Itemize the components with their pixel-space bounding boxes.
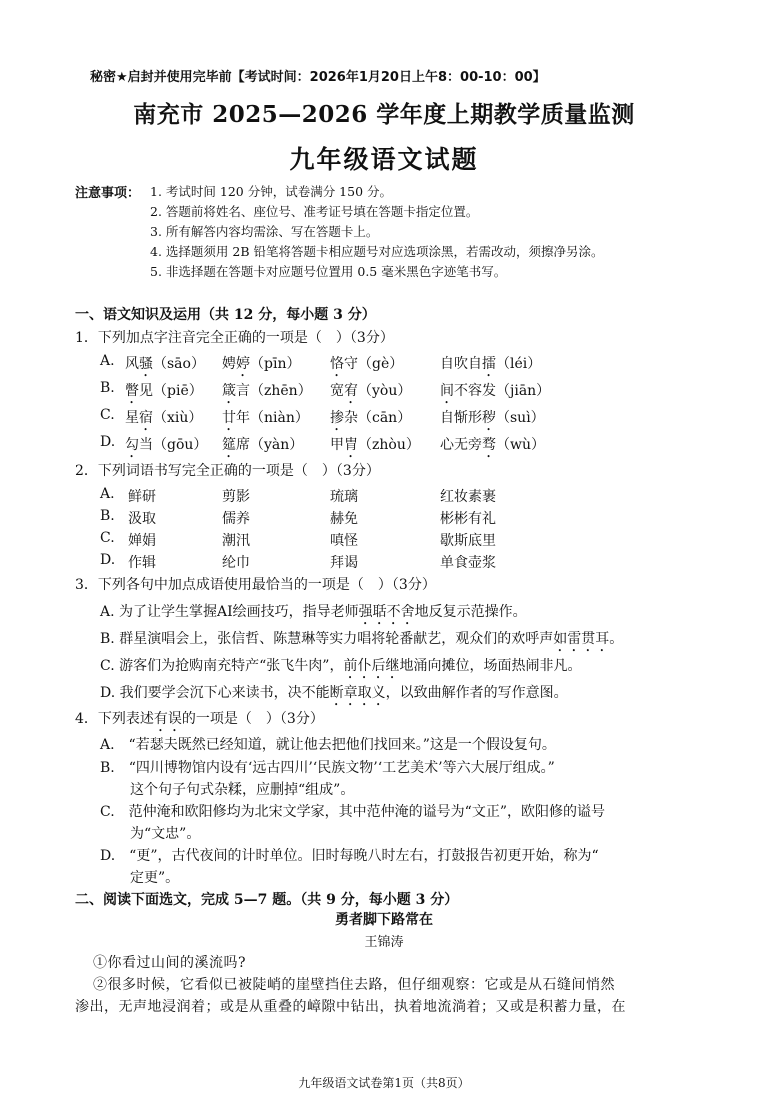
notice-item: 4. 选择题须用 2B 铅笔将答题卡相应题号对应选项涂黑，若需改动，须擦净另涂。 [150,244,604,259]
word: 红妆素裹 [440,489,496,505]
question-4-option-b-cont: 这个句子句式杂糅，应删掉“组成”。 [130,782,355,798]
word: 琉璃 [330,489,358,505]
question-4-option-d-cont: 定更”。 [130,870,180,886]
option-c-4: 自惭形秽（suì） [440,410,545,426]
word: 作辑 [128,555,156,571]
option-letter: C. [100,407,115,423]
notice-item: 5. 非选择题在答题卡对应题号位置用 0.5 毫米黑色字迹笔书写。 [150,264,507,279]
question-3-option-d: D. 我们要学会沉下心来读书，决不能断章取义，以致曲解作者的写作意图。 [100,685,568,701]
exam-subtitle: 九年级语文试题 [289,145,479,174]
option-c-3: 掺杂（cān） [330,410,412,426]
question-4-stem: 4．下列表述有误的一项是（ ）（3分） [75,711,324,727]
option-b-1: 瞥见（piē） [125,383,203,399]
question-4-option-a: A. “若瑟夫既然已经知道，就让他去把他们找回来。”这是一个假设复句。 [100,737,556,753]
option-letter: A. [100,486,115,502]
section-2-title: 二、阅读下面选文，完成 5—7 题。（共 9 分，每小题 3 分） [75,892,459,908]
section-1-title: 一、语文知识及运用（共 12 分，每小题 3 分） [75,307,376,323]
notice-item: 2. 答题前将姓名、座位号、准考证号填在答题卡指定位置。 [150,204,479,219]
option-letter: B. [100,380,115,396]
confidential-line: 秘密★启封并使用完毕前【考试时间：2026年1月20日上午8：00-10：00】 [90,70,546,85]
option-c-2: 廿年（niàn） [222,410,309,426]
word: 鲜研 [128,489,156,505]
question-3-option-c: C. 游客们为抢购南充特产“张飞牛肉”，前仆后继地涌向摊位，场面热闹非凡。 [100,658,582,674]
question-4-option-b: B. “四川博物馆内设有‘远古四川’‘民族文物’‘工艺美术’等六大展厅组成。” [100,760,555,776]
word: 汲取 [128,511,156,527]
question-3-option-b: B. 群星演唱会上，张信哲、陈慧琳等实力唱将轮番献艺，观众们的欢呼声如雷贯耳。 [100,631,624,647]
option-letter: A. [100,353,115,369]
option-a-4: 自吹自擂（léi） [440,356,542,372]
option-a-2: 娉婷（pīn） [222,356,301,372]
question-4-option-c: C. 范仲淹和欧阳修均为北宋文学家，其中范仲淹的谥号为“文正”，欧阳修的谥号 [100,804,605,820]
option-c-1: 星宿（xiù） [125,410,203,426]
word: 嗔怪 [330,533,358,549]
option-d-3: 甲胄（zhòu） [330,437,420,453]
page-footer: 九年级语文试卷第1页（共8页） [298,1076,470,1090]
word: 赫免 [330,511,358,527]
word: 纶巾 [222,555,250,571]
word: 拜谒 [330,555,358,571]
option-b-4: 间不容发（jiān） [440,383,551,399]
option-a-3: 恪守（gè） [330,356,404,372]
word: 歇斯底里 [440,533,496,549]
option-b-3: 宽宥（yòu） [330,383,412,399]
notice-item: 1. 考试时间 120 分钟，试卷满分 150 分。 [150,184,393,199]
question-2-stem: 2．下列词语书写完全正确的一项是（ ）（3分） [75,463,380,479]
option-d-2: 筵席（yàn） [222,437,304,453]
word: 潮汛 [222,533,250,549]
word: 彬彬有礼 [440,511,496,527]
notice-label: 注意事项： [75,186,141,201]
article-author: 王锦涛 [364,935,404,950]
article-title: 勇者脚下路常在 [335,912,433,928]
word: 单食壶浆 [440,555,496,571]
paragraph-2: ②很多时候，它看似已被陡峭的崖壁挡住去路，但仔细观察：它或是从石缝间悄然 [93,977,615,993]
exam-title: 南充市 2025—2026 学年度上期教学质量监测 [133,101,635,128]
question-3-option-a: A. 为了让学生掌握AI绘画技巧，指导老师强聒不舍地反复示范操作。 [100,604,527,620]
option-letter: C. [100,530,115,546]
paragraph-1: ①你看过山间的溪流吗? [93,955,247,971]
option-b-2: 箴言（zhēn） [222,383,312,399]
option-d-4: 心无旁骛（wù） [440,437,545,453]
paragraph-2-cont: 渗出，无声地浸润着；或是从重叠的嶂隙中钻出，执着地流淌着；又或是积蓄力量，在 [75,999,626,1015]
option-letter: B. [100,508,115,524]
word: 儒养 [222,511,250,527]
option-a-1: 风骚（sāo） [125,356,205,372]
word: 婵娟 [128,533,156,549]
option-letter: D. [100,552,116,568]
notice-item: 3. 所有解答内容均需涂、写在答题卡上。 [150,224,379,239]
question-4-option-d: D. “更”，古代夜间的计时单位。旧时每晚八时左右，打鼓报告初更开始，称为“ [100,848,599,864]
option-d-1: 勾当（gōu） [125,437,208,453]
question-4-option-c-cont: 为“文忠”。 [130,826,201,842]
question-3-stem: 3．下列各句中加点成语使用最恰当的一项是（ ）（3分） [75,577,436,593]
question-1-stem: 1．下列加点字注音完全正确的一项是（ ）（3分） [75,330,394,346]
word: 剪影 [222,489,250,505]
option-letter: D. [100,434,116,450]
